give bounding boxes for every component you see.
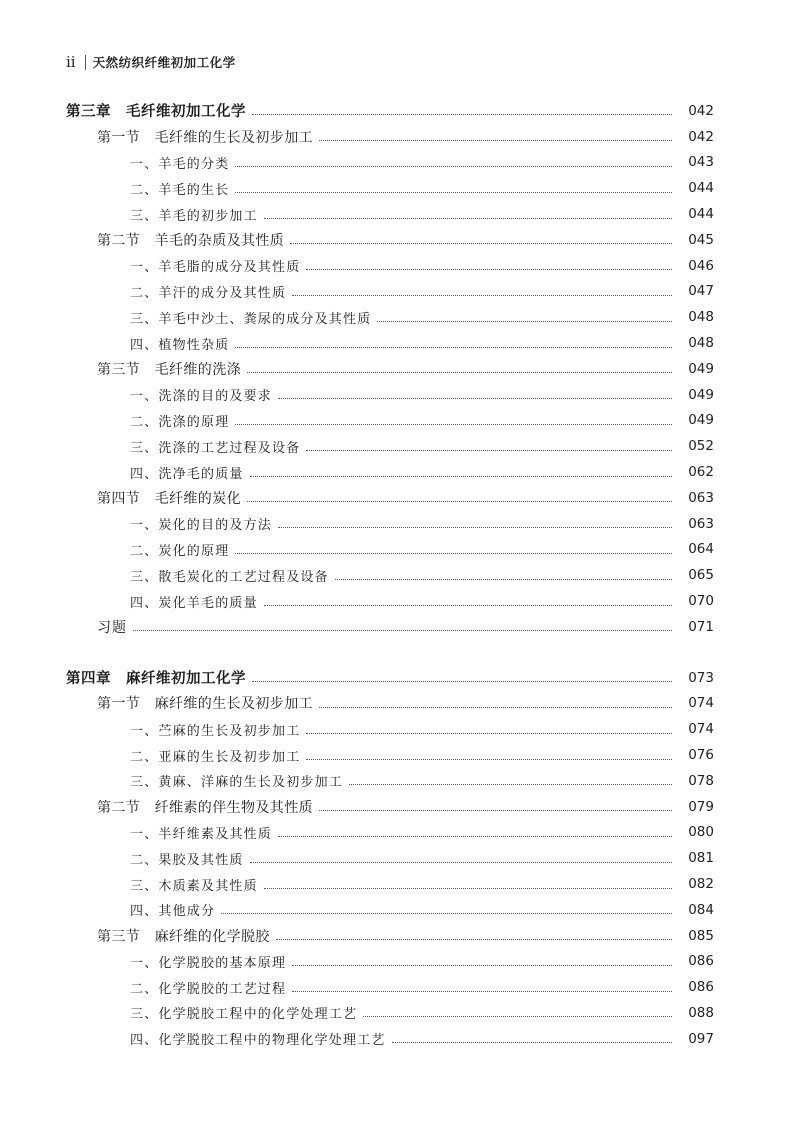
entry-title: 三、黄麻、洋麻的生长及初步加工	[130, 775, 344, 791]
page-ref: 049	[688, 360, 714, 377]
leader-dots	[235, 424, 672, 425]
page-ref: 042	[688, 128, 714, 145]
toc-exercise-row[interactable]	[0, 614, 800, 640]
leader-dots	[290, 243, 672, 244]
leader-dots	[319, 707, 672, 708]
running-header	[66, 52, 236, 72]
page-ref: 063	[688, 489, 714, 506]
entry-title: 三、散毛炭化的工艺过程及设备	[130, 569, 329, 585]
entry-title: 习题	[97, 619, 127, 636]
leader-dots	[235, 347, 672, 348]
page-ref: 049	[688, 386, 714, 403]
page-ref: 086	[688, 953, 714, 970]
toc-item-row[interactable]	[0, 511, 800, 537]
toc-item-row[interactable]	[0, 150, 800, 176]
leader-dots	[264, 218, 672, 219]
leader-dots	[247, 501, 672, 502]
page-ref: 073	[688, 669, 714, 686]
toc-section-row[interactable]	[0, 356, 800, 382]
toc-section-row[interactable]	[0, 794, 800, 820]
page-ref: 047	[688, 283, 714, 300]
leader-dots	[306, 759, 672, 760]
entry-title: 二、化学脱胶的工艺过程	[130, 981, 287, 997]
toc-section-row[interactable]	[0, 923, 800, 949]
leader-dots	[250, 862, 672, 863]
toc-item-row[interactable]	[0, 253, 800, 279]
leader-dots	[363, 1016, 672, 1017]
leader-dots	[278, 398, 672, 399]
leader-dots	[133, 630, 672, 631]
page-ref: 074	[688, 721, 714, 738]
toc-item-row[interactable]	[0, 871, 800, 897]
entry-title: 第四节 毛纤维的炭化	[97, 490, 241, 507]
page-ref: 078	[688, 772, 714, 789]
chapter-title: 第三章 毛纤维初加工化学	[66, 104, 246, 121]
page-ref: 080	[688, 824, 714, 841]
toc-section-row[interactable]	[0, 124, 800, 150]
entry-title: 四、炭化羊毛的质量	[130, 595, 258, 611]
leader-dots	[278, 836, 672, 837]
header-divider	[85, 55, 86, 70]
entry-title: 一、化学脱胶的基本原理	[130, 955, 287, 971]
entry-title: 二、羊汗的成分及其性质	[130, 285, 287, 301]
page-ref: 084	[688, 901, 714, 918]
leader-dots	[276, 939, 672, 940]
chapter-4-block	[0, 665, 800, 1052]
leader-dots	[335, 579, 672, 580]
toc-item-row[interactable]	[0, 949, 800, 975]
page-ref: 064	[688, 541, 714, 558]
leader-dots	[235, 192, 672, 193]
page-ref: 088	[688, 1004, 714, 1021]
page-ref: 046	[688, 257, 714, 274]
entry-title: 第三节 毛纤维的洗涤	[97, 361, 241, 378]
leader-dots	[377, 321, 672, 322]
page-ref: 045	[688, 231, 714, 248]
leader-dots	[306, 450, 672, 451]
page-ref: 079	[688, 798, 714, 815]
leader-dots	[252, 114, 672, 115]
leader-dots	[292, 991, 672, 992]
leader-dots	[252, 681, 672, 682]
leader-dots	[264, 888, 672, 889]
leader-dots	[349, 784, 672, 785]
page-ref: 048	[688, 309, 714, 326]
toc-item-row[interactable]	[0, 330, 800, 356]
leader-dots	[319, 140, 672, 141]
page-ref: 065	[688, 567, 714, 584]
toc-item-row[interactable]	[0, 537, 800, 563]
entry-title: 一、洗涤的目的及要求	[130, 389, 273, 405]
toc-item-row[interactable]	[0, 433, 800, 459]
entry-title: 三、羊毛的初步加工	[130, 208, 258, 224]
toc-item-row[interactable]	[0, 716, 800, 742]
page-ref: 082	[688, 876, 714, 892]
page-ref: 063	[688, 515, 714, 532]
leader-dots	[250, 476, 672, 477]
toc-item-row[interactable]	[0, 175, 800, 201]
entry-title: 一、半纤维素及其性质	[130, 826, 273, 842]
toc-item-row[interactable]	[0, 897, 800, 923]
toc-item-row[interactable]	[0, 1026, 800, 1052]
page-ref: 076	[688, 747, 714, 764]
entry-title: 四、化学脱胶工程中的物理化学处理工艺	[130, 1033, 386, 1049]
page-ref: 043	[688, 154, 714, 171]
book-title: 天然纺织纤维初加工化学	[92, 55, 236, 70]
page-ref: 074	[688, 695, 714, 712]
entry-title: 三、洗涤的工艺过程及设备	[130, 440, 301, 456]
entry-title: 四、其他成分	[130, 904, 216, 920]
page-ref: 049	[688, 412, 714, 429]
entry-title: 四、植物性杂质	[130, 337, 230, 353]
leader-dots	[292, 965, 672, 966]
entry-title: 二、果胶及其性质	[130, 852, 244, 868]
leader-dots	[392, 1042, 672, 1043]
leader-dots	[264, 605, 672, 606]
toc-item-row[interactable]	[0, 1000, 800, 1026]
entry-title: 一、羊毛脂的成分及其性质	[130, 260, 301, 276]
toc-section-row[interactable]	[0, 485, 800, 511]
entry-title: 二、亚麻的生长及初步加工	[130, 749, 301, 765]
entry-title: 第二节 羊毛的杂质及其性质	[97, 232, 285, 249]
toc-item-row[interactable]	[0, 742, 800, 768]
toc-item-row[interactable]	[0, 845, 800, 871]
toc-chapter-row[interactable]	[0, 665, 800, 691]
toc-chapter-row[interactable]	[0, 98, 800, 124]
page-ref: 097	[688, 1030, 714, 1047]
leader-dots	[235, 553, 672, 554]
toc-item-row[interactable]	[0, 408, 800, 434]
page-ref: 042	[688, 102, 714, 119]
toc-item-row[interactable]	[0, 588, 800, 614]
page-ref: 044	[688, 180, 714, 197]
entry-title: 二、羊毛的生长	[130, 182, 230, 198]
page-ref: 044	[688, 206, 714, 223]
page-ref: 070	[688, 593, 714, 610]
leader-dots	[221, 913, 672, 914]
page-ref: 048	[688, 335, 714, 352]
entry-title: 第三节 麻纤维的化学脱胶	[97, 928, 270, 945]
table-of-contents	[0, 98, 800, 1052]
toc-item-row[interactable]	[0, 768, 800, 794]
leader-dots	[306, 269, 672, 270]
chapter-title: 第四章 麻纤维初加工化学	[66, 671, 246, 688]
chapter-3-block	[0, 98, 800, 640]
page-ref: 052	[688, 438, 714, 455]
entry-title: 一、苎麻的生长及初步加工	[130, 723, 301, 739]
entry-title: 三、化学脱胶工程中的化学处理工艺	[130, 1007, 358, 1023]
entry-title: 三、羊毛中沙土、粪尿的成分及其性质	[130, 311, 372, 327]
entry-title: 第二节 纤维素的伴生物及其性质	[97, 799, 313, 816]
page-number: ii	[66, 53, 76, 71]
entry-title: 第一节 毛纤维的生长及初步加工	[97, 129, 313, 146]
entry-title: 二、炭化的原理	[130, 543, 230, 559]
page-ref: 071	[688, 618, 714, 635]
leader-dots	[319, 810, 672, 811]
leader-dots	[278, 527, 672, 528]
toc-item-row[interactable]	[0, 304, 800, 330]
page-ref: 085	[688, 927, 714, 944]
page-ref: 086	[688, 979, 714, 996]
entry-title: 一、炭化的目的及方法	[130, 518, 273, 534]
page-ref: 062	[688, 464, 714, 481]
toc-item-row[interactable]	[0, 459, 800, 485]
toc-section-row[interactable]	[0, 691, 800, 717]
entry-title: 二、洗涤的原理	[130, 414, 230, 430]
toc-item-row[interactable]	[0, 974, 800, 1000]
toc-item-row[interactable]	[0, 562, 800, 588]
toc-item-row[interactable]	[0, 382, 800, 408]
entry-title: 四、洗净毛的质量	[130, 466, 244, 482]
toc-section-row[interactable]	[0, 227, 800, 253]
toc-item-row[interactable]	[0, 279, 800, 305]
leader-dots	[247, 372, 672, 373]
leader-dots	[306, 733, 672, 734]
page-ref: 081	[688, 850, 714, 867]
leader-dots	[235, 166, 672, 167]
toc-item-row[interactable]	[0, 820, 800, 846]
entry-title: 一、羊毛的分类	[130, 156, 230, 172]
leader-dots	[292, 295, 672, 296]
entry-title: 第一节 麻纤维的生长及初步加工	[97, 696, 313, 713]
toc-item-row[interactable]	[0, 201, 800, 227]
entry-title: 三、木质素及其性质	[130, 878, 258, 894]
